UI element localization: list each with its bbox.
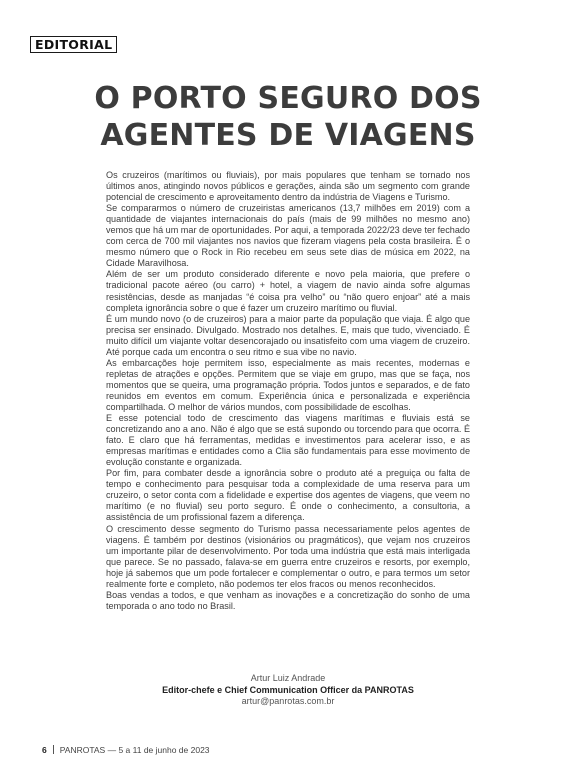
article-body xyxy=(106,170,470,612)
signature-block xyxy=(106,673,470,708)
paragraph: O crescimento desse segmento do Turismo passa necessariamente pelos agentes de viagens. É também por destinos (visionários ou pragmáticos), que vejam nos cruzeiros um importante pilar de desenvolvimento. Por toda uma indústria que está mais interligada que parece. Se no passado, falava-se em guerra entre cruzeiros e resorts, por exemplo, hoje já sabemos que um pode fortalecer e complementar o outro, e para termos um setor realmente forte e completo, não podemos ter elos fracos ou menos reconhecidos. xyxy=(106,523,470,589)
author-name: Artur Luiz Andrade xyxy=(250,673,326,683)
paragraph: E esse potencial todo de crescimento das viagens marítimas e fluviais está se concretizando ano a ano. Não é algo que se está supondo ou torcendo para que ocorra. É fato. E claro que há ferramentas, medidas e investimentos para acelerar isso, e as empresas marítimas e entidades como a Clia são fundamentais para esse movimento de evolução constante e organizada. xyxy=(106,413,471,468)
headline-line-2: AGENTES DE VIAGENS xyxy=(100,118,476,153)
paragraph: É um mundo novo (o de cruzeiros) para a maior parte da população que viaja. É algo que precisa ser ensinado. Divulgado. Mostrado nos detalhes. E, mais que tudo, vivenciado. É muito difícil um viajante voltar desencorajado ou insatisfeito com uma viagem de cruzeiro. Até porque cada um encontra o seu ritmo e sua vibe no navio. xyxy=(106,313,470,357)
paragraph: As embarcações hoje permitem isso, especialmente as mais recentes, modernas e repletas de atrações e opções. Permitem que se viaje em grupo, mas que se faça, nos momentos que se queira, uma programação própria. Todos juntos e separados, e de fato reunidos em eventos em comum. Experiência única e personalizada e experiência compartilhada. O melhor de vários mundos, com possibilidade de escolhas. xyxy=(106,357,470,412)
author-email: artur@panrotas.com.br xyxy=(241,696,335,706)
paragraph: Boas vendas a todos, e que venham as inovações e a concretização do sonho de uma temporada o ano todo no Brasil. xyxy=(106,589,470,611)
paragraph: Se compararmos o número de cruzeiristas americanos (13,7 milhões em 2019) com a quantidade de viajantes internacionais do país (mais de 99 milhões no mesmo ano) vemos que há um mar de oportunidades. Por aqui, a temporada 2022/23 deve ter fechado com cerca de 700 mil viajantes nos navios que fizeram viagens pela costa brasileira. É o mesmo número que o Rock in Rio recebeu em seus sete dias de música em 2022, na Cidade Maravilhosa. xyxy=(106,203,470,269)
paragraph: Por fim, para combater desde a ignorância sobre o produto até a preguiça ou falta de tempo e conhecimento para pesquisar toda a complexidade de uma reserva para um cruzeiro, o setor conta com a fidelidade e expertise dos agentes de viagens, que veem no marítimo (e no fluvial) seu porto seguro. É onde o conhecimento, a consultoria, a assistência de um profissional fazem a diferença. xyxy=(106,468,470,523)
paragraph: Além de ser um produto considerado diferente e novo pela maioria, que prefere o tradicional pacote aéreo (ou carro) + hotel, a viagem de navio ainda sofre algumas resistências, desde as manjadas “é coisa pra velho” ou “não quero enjoar” até a mais completa ignorância sobre o que é fazer um cruzeiro marítimo ou fluvial. xyxy=(106,269,470,313)
paragraph: Os cruzeiros (marítimos ou fluviais), por mais populares que tenham se tornado nos últimos anos, atingindo novos públicos e gerações, ainda são um segmento com grande potencial de crescimento e aproveitamento dentro da indústria de Viagens e Turismo. xyxy=(106,170,470,203)
section-tag: EDITORIAL xyxy=(30,36,117,53)
page-number: 6 xyxy=(42,745,47,755)
headline-line-1: O PORTO SEGURO DOS xyxy=(94,81,482,116)
headline xyxy=(0,80,576,154)
author-role: Editor-chefe e Chief Communication Officer da PANROTAS xyxy=(162,684,414,695)
page-footer xyxy=(42,745,210,755)
footer-divider xyxy=(53,745,54,754)
publication-info: PANROTAS — 5 a 11 de junho de 2023 xyxy=(59,745,210,755)
